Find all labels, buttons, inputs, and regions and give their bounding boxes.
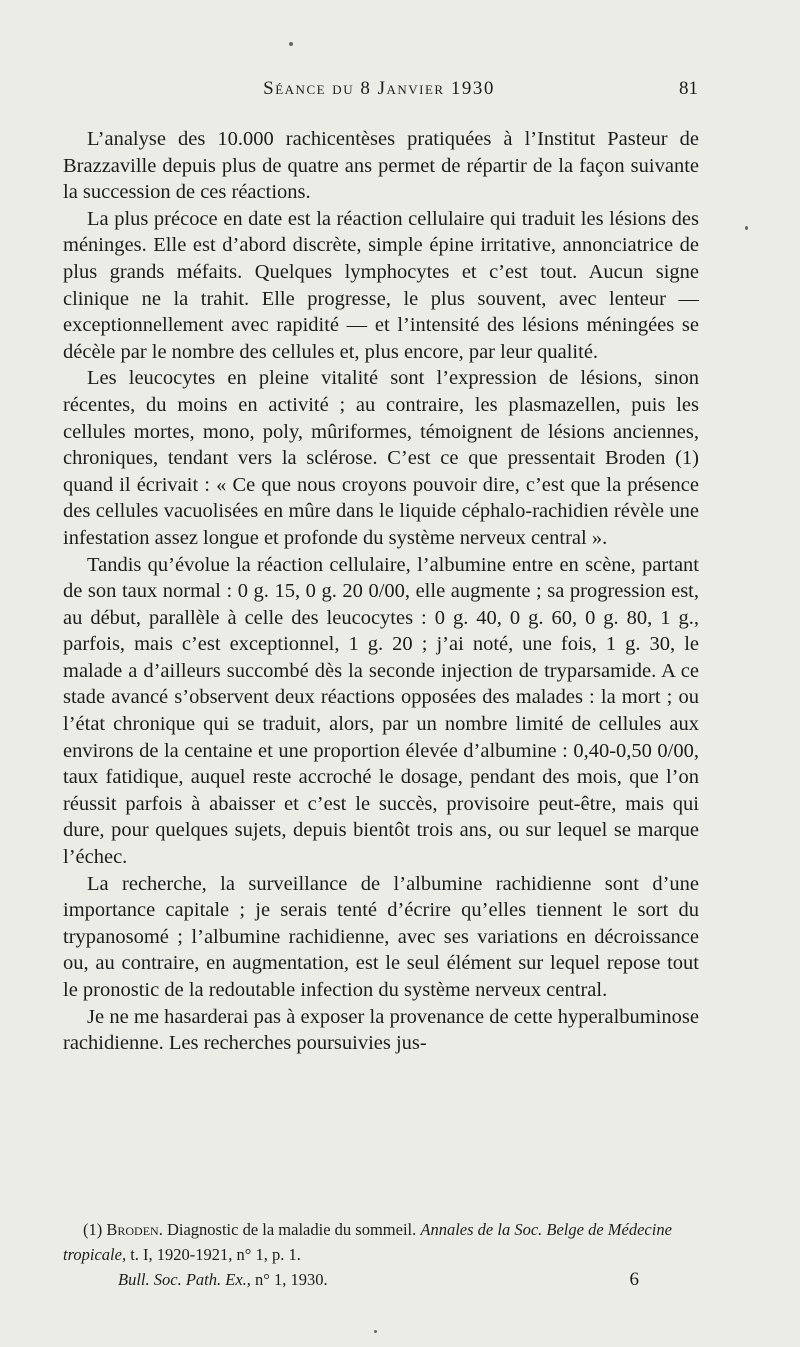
paragraph: Tandis qu’évolue la réaction cellulaire, l’albumine entre en scène, partant de son taux normal : 0 g. 15, 0 g. 20 0/00, elle augmente ; sa progression est, au début, parallèle à celle des leucocytes : 0 g. 40, 0 g. 60, 0 g. 80, 1 g., parfois, mais c’est exceptionnel, 1 g. 20 ; j’ai noté, une fois, 1 g. 30, le malade a d’ailleurs succombé dès la seconde injection de tryparsamide. A ce stade avancé s’observent deux réactions opposées des malades : la mort ; ou l’état chronique qui se traduit, alors, par un nombre limité de cellules aux environs de la centaine et une proportion élevée d’albumine : 0,40-0,50 0/00, taux fatidique, auquel reste accroché le dosage, pendant des mois, que l’on réussit parfois à abaisser et c’est le succès, provisoire peut-être, mais qui dure, pour quelques sujets, depuis bientôt trois ans, ou sur lequel se marque l’échec.: [63, 553, 699, 869]
paragraph: La plus précoce en date est la réaction cellulaire qui traduit les lésions des méninges. Elle est d’abord discrète, simple épine irritative, annonciatrice de plus grands méfaits. Quelques lymphocytes et c’est tout. Aucun signe clinique ne la trahit. Elle progresse, le plus souvent, avec lenteur — exceptionnellement avec rapidité — et l’intensité des lésions méningées se décèle par le nombre des cellules et, plus encore, par leur qualité.: [63, 207, 699, 363]
footnotes: [63, 1217, 699, 1292]
footnote-text: Diagnostic de la maladie du sommeil.: [166, 1220, 417, 1239]
signature-issue: n° 1, 1930.: [255, 1270, 328, 1289]
footnote: [63, 1217, 699, 1267]
page-number: 81: [679, 78, 698, 99]
body-text: [63, 126, 699, 1057]
signature-number: 6: [629, 1269, 639, 1290]
running-title: Séance du 8 Janvier 1930: [263, 78, 495, 99]
paragraph: La recherche, la surveillance de l’albumine rachidienne sont d’une importance capitale ; je serais tenté d’écrire qu’elles tiennent le sort du trypanosomé ; l’albumine rachidienne, avec ses variations en décroissance ou, au contraire, en augmentation, est le seul élément sur lequel repose tout le pronostic de la redoutable infection du système nerveux central.: [63, 872, 699, 1001]
paragraph: L’analyse des 10.000 rachicentèses pratiquées à l’Institut Pasteur de Brazzaville depuis plus de quatre ans permet de répartir de la façon suivante la succession de ces réactions.: [63, 128, 699, 204]
footnote-journal: Annales de la Soc. Belge de Médecine tropicale,: [63, 1220, 672, 1264]
paper-speck: [289, 42, 293, 46]
paragraph: Les leucocytes en pleine vitalité sont l’expression de lésions, sinon récentes, du moins en activité ; au contraire, les plasmazellen, puis les cellules mortes, mono, poly, mûriformes, témoignent de lésions anciennes, chroniques, tendant vers la sclérose. C’est ce que pressentait Broden (1) quand il écrivait : « Ce que nous croyons pouvoir dire, c’est que la présence des cellules vacuolisées en mûre dans le liquide céphalo-rachidien révèle une infestation assez longue et profonde du système nerveux central ».: [63, 367, 699, 549]
paper-speck: [374, 1330, 377, 1333]
signature-journal: Bull. Soc. Path. Ex.,: [118, 1270, 251, 1289]
footnote-number: (1): [83, 1220, 103, 1239]
paper-speck: [745, 226, 748, 230]
signature-line: [63, 1267, 699, 1292]
footnote-details: t. I, 1920-1921, n° 1, p. 1.: [130, 1245, 301, 1264]
paragraph: Je ne me hasarderai pas à exposer la provenance de cette hyperalbuminose rachidienne. Les recherches poursuivies jus-: [63, 1005, 699, 1055]
footnote-author: Broden.: [106, 1220, 163, 1239]
running-head: [60, 78, 698, 108]
